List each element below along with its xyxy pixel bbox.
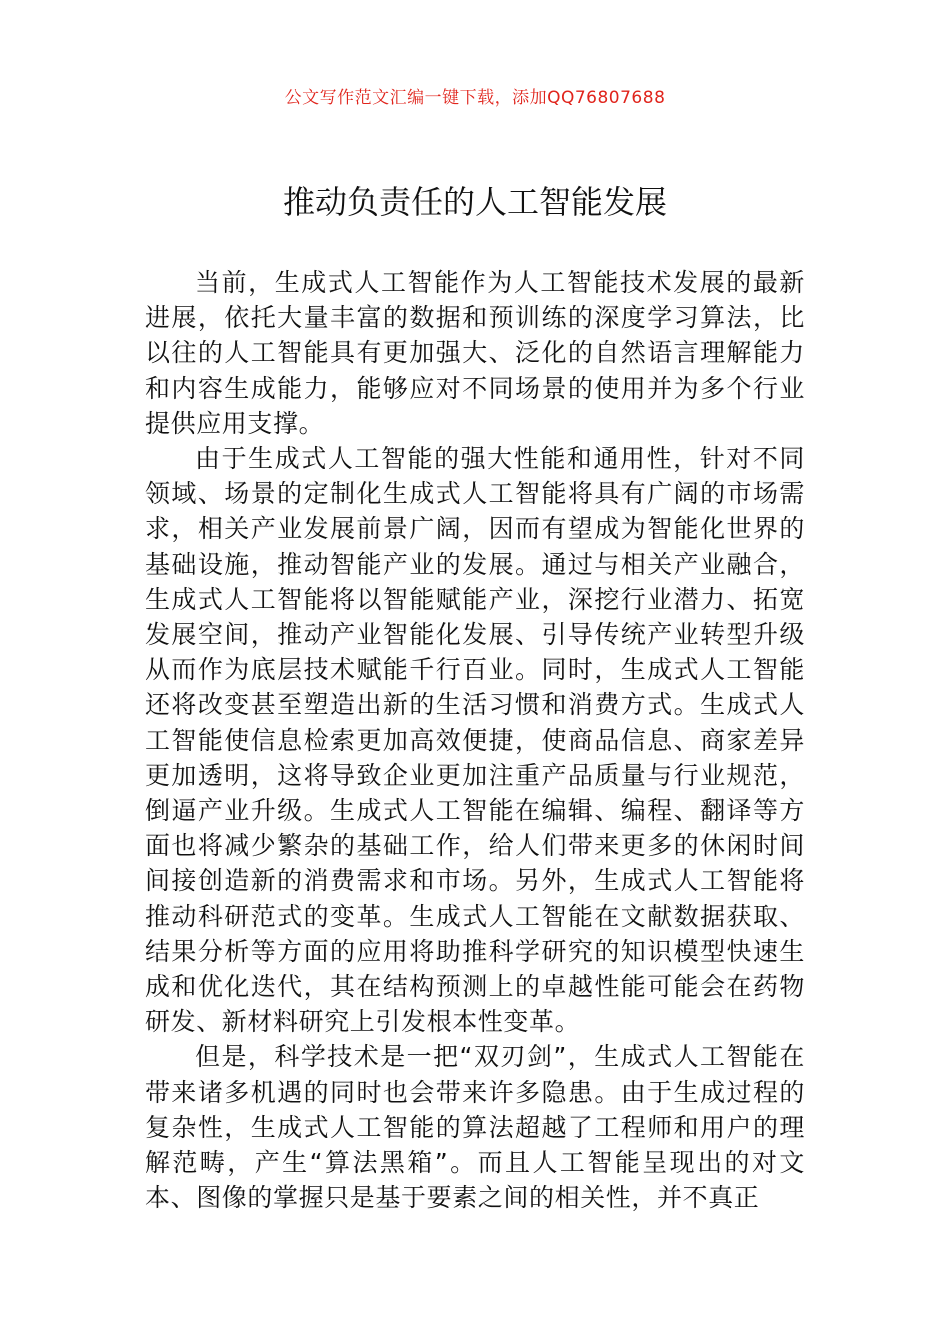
header-banner: 公文写作范文汇编一键下载，添加QQ76807688 [284,88,666,108]
paragraph: 当前，生成式人工智能作为人工智能技术发展的最新进展，依托大量丰富的数据和预训练的深度学习算法，比以往的人工智能具有更加强大、泛化的自然语言理解能力和内容生成能力，能够应对不同场景的使用并为多个行业提供应用支撑。 [145,268,805,438]
document-title: 推动负责任的人工智能发展 [282,183,667,221]
paragraph: 但是，科学技术是一把“双刃剑”，生成式人工智能在带来诸多机遇的同时也会带来许多隐患。由于生成过程的复杂性，生成式人工智能的算法超越了工程师和用户的理解范畴，产生“算法黑箱”。而且人工智能呈现出的对文本、图像的掌握只是基于要素之间的相关性，并不真正 [145,1042,805,1213]
paragraph: 由于生成式人工智能的强大性能和通用性，针对不同领域、场景的定制化生成式人工智能将具有广阔的市场需求，相关产业发展前景广阔，因而有望成为智能化世界的基础设施，推动智能产业的发展。通过与相关产业融合，生成式人工智能将以智能赋能产业，深挖行业潜力、拓宽发展空间，推动产业智能化发展、引导传统产业转型升级从而作为底层技术赋能千行百业。同时，生成式人工智能还将改变甚至塑造出新的生活习惯和消费方式。生成式人工智能使信息检索更加高效便捷，使商品信息、商家差异更加透明，这将导致企业更加注重产品质量与行业规范，倒逼产业升级。生成式人工智能在编辑、编程、翻译等方面也将减少繁杂的基础工作，给人们带来更多的休闲时间间接创造新的消费需求和市场。另外，生成式人工智能将推动科研范式的变革。生成式人工智能在文献数据获取、结果分析等方面的应用将助推科学研究的知识模型快速生成和优化迭代，其在结构预测上的卓越性能可能会在药物研发、新材料研究上引发根本性变革。 [145,444,805,1037]
document-body [145,265,805,1215]
